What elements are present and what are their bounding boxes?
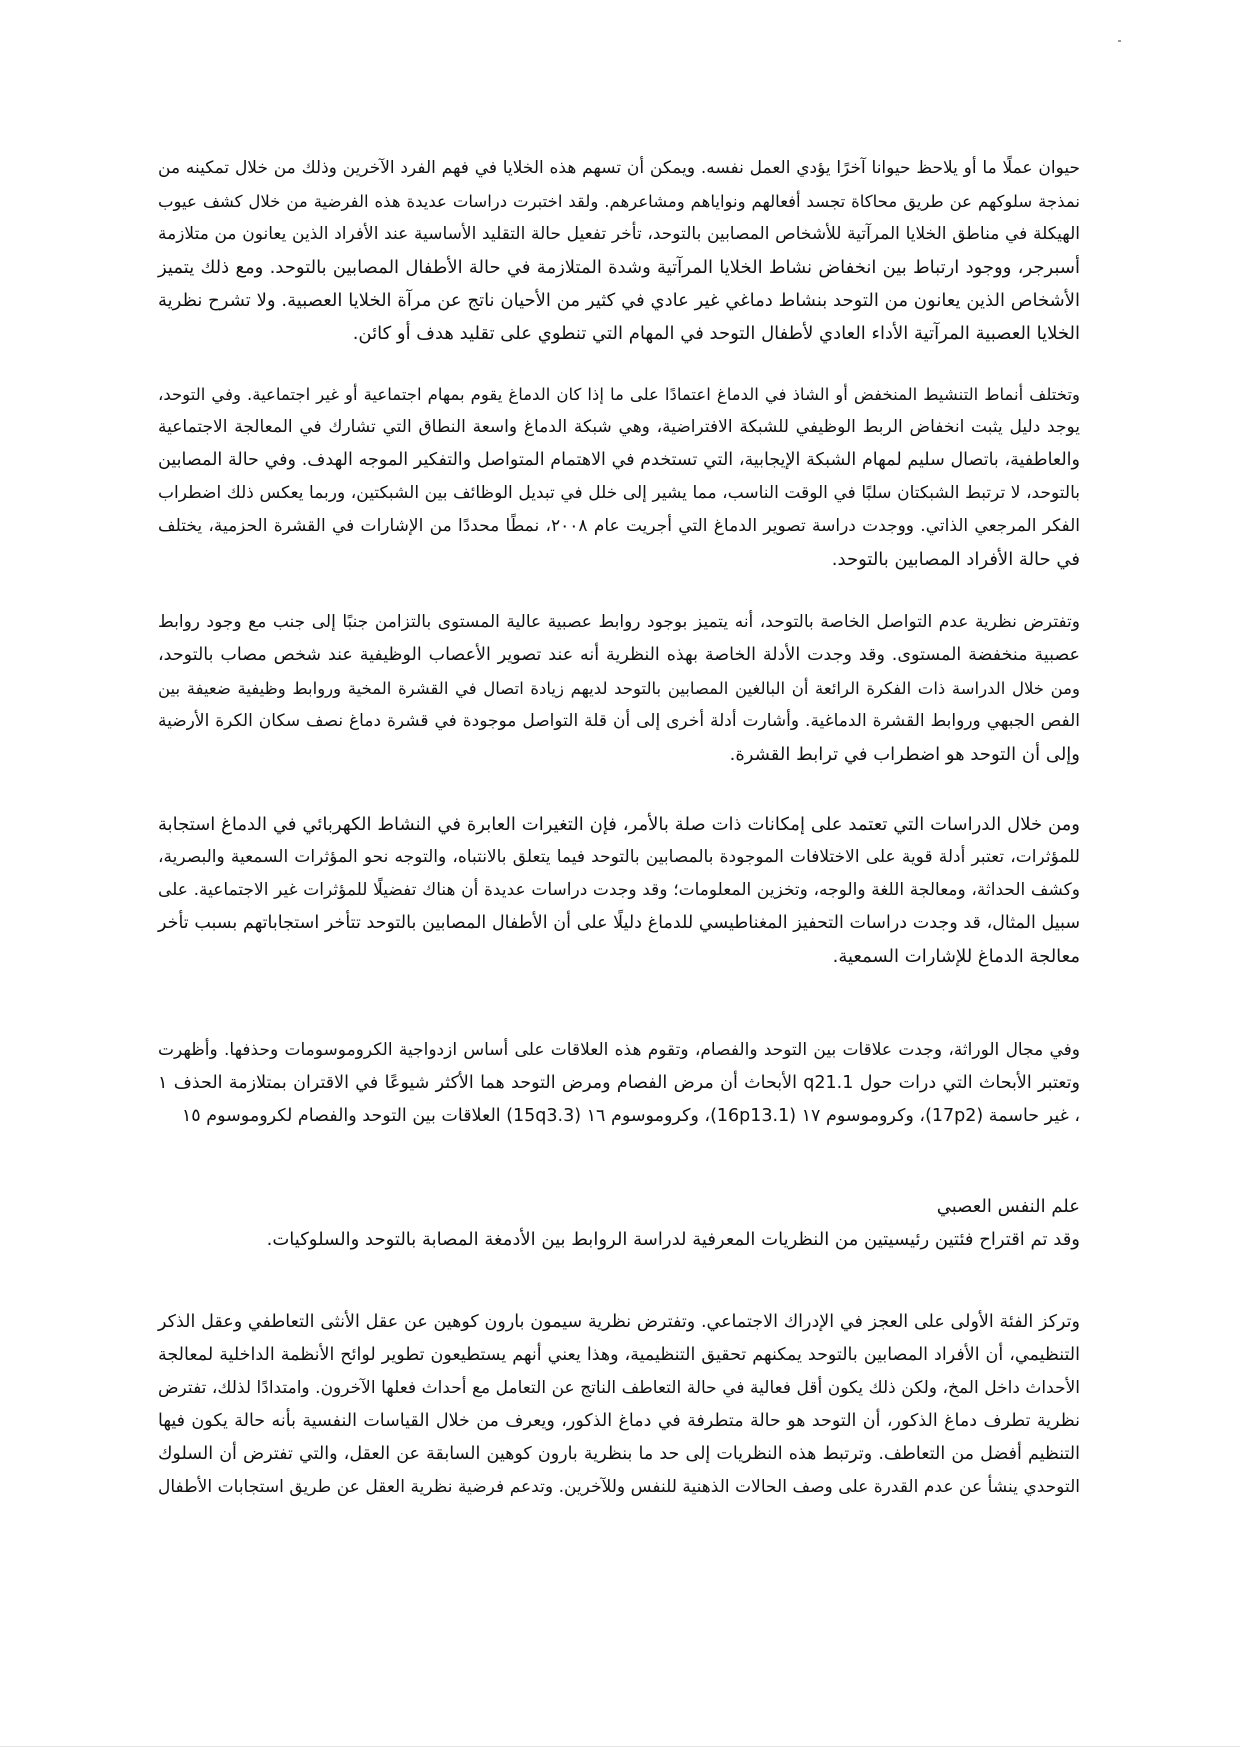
section-heading: علم النفس العصبي <box>936 1196 1080 1217</box>
text-line: التوحدي ينشأ عن عدم القدرة على وصف الحالات الذهنية للنفس وللآخرين. وتدعم فرضية نظرية العقل عن طريق استجابات الأطفال <box>158 1477 1080 1497</box>
paragraph-activation-patterns <box>158 378 1080 576</box>
text-line: وقد تم اقتراح فئتين رئيسيتين من النظريات المعرفية لدراسة الروابط بين الأدمغة المصابة بالتوحد والسلوكيات. <box>266 1229 1080 1250</box>
text-line: وفي مجال الوراثة، وجدت علاقات بين التوحد والفصام، وتقوم هذه العلاقات على أساس ازدواجية الكروموسومات وحذفها. وأظهرت <box>158 1040 1080 1060</box>
text-line: التنظيمي، أن الأفراد المصابين بالتوحد يمكنهم تحقيق التنظيمية، وهذا يعني أنهم يستطيعون تطوير لوائح الأنظمة الداخلية لمعالجة <box>158 1345 1080 1365</box>
text-line: وتفترض نظرية عدم التواصل الخاصة بالتوحد، أنه يتميز بوجود روابط عصبية عالية المستوى بالتزامن جنبًا إلى جنب مع وجود روابط <box>158 612 1080 632</box>
text-line: عصبية منخفضة المستوى. وقد وجدت الأدلة الخاصة بهذه النظرية أنه عند تصوير الأعصاب الوظيفية عند شخص مصاب بالتوحد، <box>158 645 1080 665</box>
text-line: ومن خلال الدراسات التي تعتمد على إمكانات ذات صلة بالأمر، فإن التغيرات العابرة في النشاط الكهربائي في الدماغ استجابة <box>158 814 1080 835</box>
text-line: وإلى أن التوحد هو اضطراب في ترابط القشرة. <box>729 744 1080 765</box>
paragraph-mirror-neurons <box>158 152 1080 350</box>
paragraph-genetics <box>158 1034 1080 1133</box>
paragraph-underconnectivity <box>158 606 1080 771</box>
text-line: ومن خلال الدراسة ذات الفكرة الرائعة أن البالغين المصابين بالتوحد لديهم زيادة اتصال في القشرة المخية وروابط وظيفية ضعيفة بين <box>158 679 1080 698</box>
text-line: وكشف الحداثة، ومعالجة اللغة والوجه، وتخزين المعلومات؛ وقد وجدت دراسات عديدة أن هناك تفضيلًا للمؤثرات غير الاجتماعية. على <box>158 880 1080 900</box>
text-line: نمذجة سلوكهم عن طريق محاكاة تجسد أفعالهم ونواياهم ومشاعرهم. ولقد اختبرت دراسات عديدة هذه الفرضية من خلال كشف عيوب <box>158 192 1080 211</box>
text-line: معالجة الدماغ للإشارات السمعية. <box>832 946 1080 967</box>
text-line: أسبرجر، ووجود ارتباط بين انخفاض نشاط الخلايا المرآتية وشدة المتلازمة في حالة الأطفال المصابين بالتوحد. ومع ذلك يتميز <box>158 257 1080 278</box>
text-line: الهيكلة في مناطق الخلايا المرآتية للأشخاص المصابين بالتوحد، تأخر تفعيل حالة التقليد الأساسية عند الأفراد الذين يعانون من متلازمة <box>158 224 1080 244</box>
text-line: التنظيم أفضل من التعاطف. وترتبط هذه النظريات إلى حد ما بنظرية بارون كوهين السابقة عن العقل، والتي تفترض أن السلوك <box>158 1444 1080 1464</box>
text-line: ، غير حاسمة (17p2)، وكروموسوم ١٧ (16p13.1)، وكروموسوم ١٦ (15q3.3) العلاقات بين التوحد والفصام لكروموسوم ١٥ <box>181 1106 1080 1126</box>
text-line: بالتوحد، لا ترتبط الشبكتان سلبًا في الوقت الناسب، مما يشير إلى خلل في تبديل الوظائف بين الشبكتين، وربما يعكس ذلك اضطراب <box>158 483 1080 503</box>
text-line: الفص الجبهي وروابط القشرة الدماغية. وأشارت أدلة أخرى إلى أن قلة التواصل موجودة في قشرة دماغ نصف سكان الكرة الأرضية <box>158 711 1080 731</box>
scan-speck <box>1118 40 1121 42</box>
text-line: وتعتبر الأبحاث التي درات حول q21.1 الأبحاث أن مرض الفصام ومرض التوحد هما الأكثر شيوعًا في الاقتران بمتلازمة الحذف ١ <box>158 1073 1081 1093</box>
text-line: والعاطفية، باتصال سليم لمهام الشبكة الإيجابية، التي تستخدم في الاهتمام المتواصل والتفكير الموجه الهدف. وفي حالة المصابين <box>158 450 1080 470</box>
paragraph-event-related-potentials <box>158 808 1080 973</box>
text-line: الفكر المرجعي الذاتي. ووجدت دراسة تصوير الدماغ التي أجريت عام ٢٠٠٨، نمطًا محددًا من الإشارات في القشرة الحزمية، يختلف <box>158 516 1080 536</box>
text-line: سبيل المثال، قد وجدت دراسات التحفيز المغناطيسي للدماغ دليلًا على أن الأطفال المصابين بالتوحد تتأخر استجاباتهم بسبب تأخر <box>158 913 1080 933</box>
text-line: الخلايا العصبية المرآتية الأداء العادي لأطفال التوحد في المهام التي تنطوي على تقليد هدف أو كائن. <box>352 323 1080 344</box>
text-line: حيوان عملًا ما أو يلاحظ حيوانا آخرًا يؤدي العمل نفسه. ويمكن أن تسهم هذه الخلايا في فهم الفرد الآخرين وذلك من خلال تمكينه من <box>158 158 1080 178</box>
text-line: في حالة الأفراد المصابين بالتوحد. <box>831 549 1080 570</box>
page-bottom-edge <box>0 1746 1240 1747</box>
paragraph-social-cognition <box>158 1306 1080 1504</box>
text-line: يوجد دليل يثبت انخفاض الربط الوظيفي للشبكة الافتراضية، وهي شبكة الدماغ واسعة النطاق التي تشارك في المعالجة الاجتماعية <box>158 417 1080 437</box>
paragraph-cognitive-theories <box>158 1223 1080 1256</box>
text-line: وتختلف أنماط التنشيط المنخفض أو الشاذ في الدماغ اعتمادًا على ما إذا كان الدماغ يقوم بمهام اجتماعية أو غير اجتماعية. وفي التوحد، <box>158 385 1080 404</box>
text-line: الأشخاص الذين يعانون من التوحد بنشاط دماغي غير عادي في كثير من الأحيان ناتج عن مرآة الخلايا العصبية. ولا تشرح نظرية <box>158 290 1080 311</box>
text-line: وتركز الفئة الأولى على العجز في الإدراك الاجتماعي. وتفترض نظرية سيمون بارون كوهين عن عقل الأنثى التعاطفي وعقل الذكر <box>158 1312 1080 1332</box>
text-line: نظرية تطرف دماغ الذكور، أن التوحد هو حالة متطرفة في دماغ الذكور، ويعرف من خلال القياسات النفسية بأنه حالة يكون فيها <box>158 1411 1080 1431</box>
text-line: للمؤثرات، تعتبر أدلة قوية على الاختلافات الموجودة بالمصابين بالتوحد فيما يتعلق بالانتباه، والتوجه نحو المؤثرات السمعية والبصرية، <box>158 847 1080 867</box>
text-line: الأحداث داخل المخ، ولكن ذلك يكون أقل فعالية في حالة التعاطف الناتج عن التعامل مع أحداث فعلها الآخرون. وامتدادًا لذلك، تفترض <box>158 1378 1080 1398</box>
